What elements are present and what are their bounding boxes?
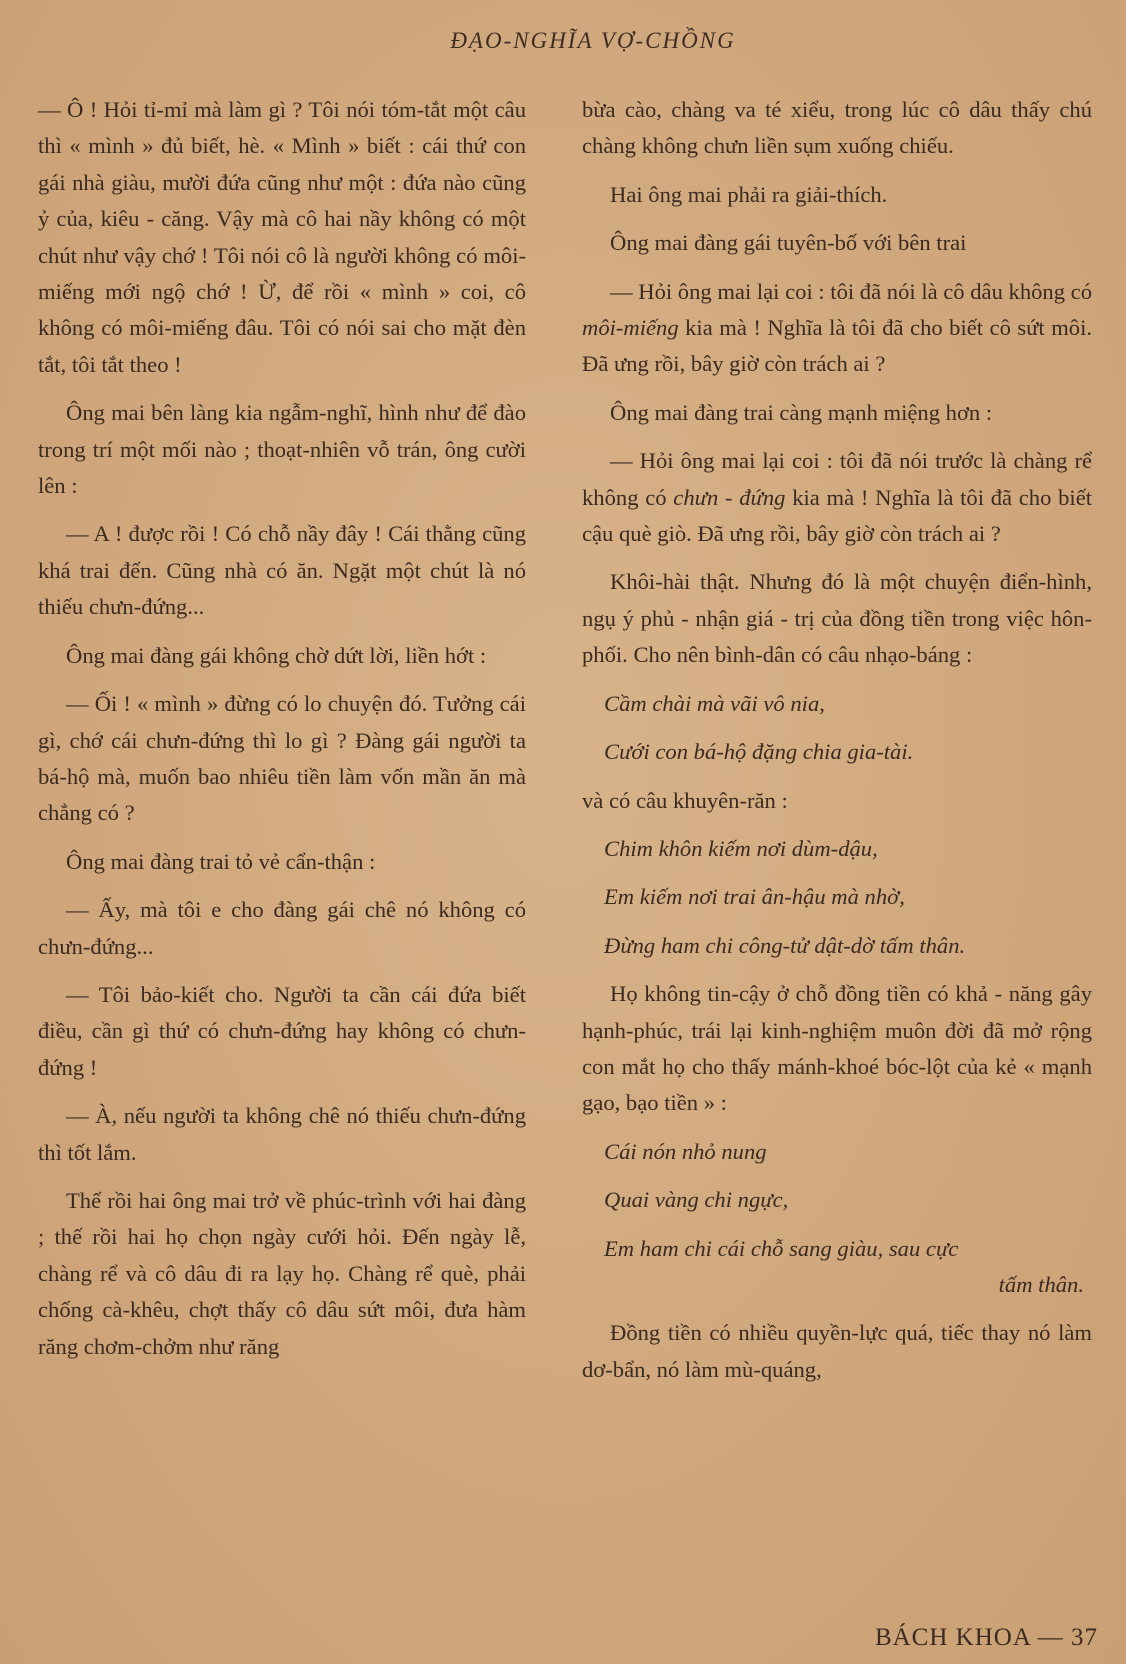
verse-line: Em ham chi cái chỗ sang giàu, sau cực <box>604 1235 959 1261</box>
verse-line: tấm thân. <box>998 1271 1084 1297</box>
text-run: kia mà ! Nghĩa là tôi đã cho biết cô sứt môi. Đã ưng rồi, bây giờ còn trách ai ? <box>582 315 1092 377</box>
paragraph: Khôi-hài thật. Nhưng đó là một chuyện điển-hình, ngụ ý phủ - nhận giá - trị của đồng tiền trong việc hôn-phối. Cho nên bình-dân có câu nhạo-báng : <box>582 569 1092 668</box>
paragraph: và có câu khuyên-răn : <box>582 787 788 813</box>
paragraph: — À, nếu người ta không chê nó thiếu chưn-đứng thì tốt lắm. <box>38 1103 526 1165</box>
paragraph: bừa cào, chàng va té xiểu, trong lúc cô dâu thấy chú chàng không chưn liền sụm xuống chiếu. <box>582 97 1092 159</box>
paragraph <box>582 274 1092 383</box>
verse-line: Quai vàng chi ngực, <box>604 1187 789 1213</box>
verse-line: Cái nón nhỏ nung <box>604 1138 767 1164</box>
text-run: — Hỏi ông mai lại coi : tôi đã nói trước là chàng rể không có <box>582 448 1092 510</box>
paragraph: Thế rồi hai ông mai trở về phúc-trình với hai đàng ; thế rồi hai họ chọn ngày cưới hỏi. Đến ngày lễ, chàng rể và cô dâu đi ra lạy họ. Chàng rể què, phải chống cà-khêu, chợt thấy cô dâu sứt môi, đưa hàm răng chơm-chởm như răng <box>38 1187 526 1359</box>
paragraph: — Tôi bảo-kiết cho. Người ta cần cái đứa biết điều, cần gì thứ có chưn-đứng hay không có chưn-đứng ! <box>38 981 526 1080</box>
right-column <box>582 92 1092 1400</box>
paragraph <box>582 443 1092 552</box>
page-footer: BÁCH KHOA — 37 <box>874 1624 1098 1651</box>
verse-line: Cầm chài mà vãi vô nia, <box>604 690 825 716</box>
paragraph: — Ối ! « mình » đừng có lo chuyện đó. Tưởng cái gì, chớ cái chưn-đứng thì lo gì ? Đàng gái người ta bá-hộ mà, muốn bao nhiêu tiền làm vốn mần ăn mà chẳng có ? <box>38 691 526 826</box>
emphasis: môi-miếng <box>582 315 679 341</box>
paragraph: — Ô ! Hỏi tỉ-mỉ mà làm gì ? Tôi nói tóm-tắt một câu thì « mình » đủ biết, hè. « Mình » biết : cái thứ con gái nhà giàu, mười đứa cũng như một : đứa nào cũng ỷ của, kiêu - căng. Vậy mà cô hai nầy không có một chút như vậy chớ ! Tôi nói cô là người không có môi-miếng mới ngộ chớ ! Ừ, để rồi « mình » coi, cô không có môi-miếng đâu. Tôi có nói sai cho mặt đèn tắt, tôi tắt theo ! <box>38 97 526 377</box>
running-header: ĐẠO-NGHĨA VỢ-CHỒNG <box>450 28 736 53</box>
paragraph: Hai ông mai phải ra giải-thích. <box>610 181 888 207</box>
left-column <box>38 92 526 1377</box>
paragraph: — Ấy, mà tôi e cho đàng gái chê nó không có chưn-đứng... <box>38 897 526 959</box>
paragraph: — A ! được rồi ! Có chỗ nầy đây ! Cái thằng cũng khá trai đến. Cũng nhà có ăn. Ngặt một chút là nó thiếu chưn-đứng... <box>38 521 526 620</box>
emphasis: chưn - đứng <box>673 484 786 510</box>
paragraph: Đồng tiền có nhiều quyền-lực quá, tiếc thay nó làm dơ-bẩn, nó làm mù-quáng, <box>582 1320 1092 1382</box>
paragraph: Ông mai đàng trai càng mạnh miệng hơn : <box>610 399 993 425</box>
paragraph: Ông mai đàng gái không chờ dứt lời, liền hớt : <box>66 642 487 668</box>
text-run: kia mà ! Nghĩa là tôi đã cho biết cậu què giò. Đã ưng rồi, bây giờ còn trách ai ? <box>582 484 1093 547</box>
verse-line: Cưới con bá-hộ đặng chia gia-tài. <box>604 739 914 765</box>
verse-line: Chim khôn kiếm nơi dùm-dậu, <box>604 835 878 861</box>
paragraph: Ông mai bên làng kia ngẫm-nghĩ, hình như để đào trong trí một mối nào ; thoạt-nhiên vỗ trán, ông cười lên : <box>38 400 526 499</box>
paragraph: Họ không tin-cậy ở chỗ đồng tiền có khả - năng gây hạnh-phúc, trái lại kinh-nghiệm muôn đời đã mở rộng con mắt họ cho thấy mánh-khoé bóc-lột của kẻ « mạnh gạo, bạo tiền » : <box>582 981 1092 1116</box>
verse-line: Em kiếm nơi trai ân-hậu mà nhờ, <box>604 884 905 910</box>
text-run: — Hỏi ông mai lại coi : tôi đã nói là cô dâu không có <box>610 278 1092 304</box>
paragraph: Ông mai đàng gái tuyên-bố với bên trai <box>610 230 967 256</box>
verse-line: Đừng ham chi công-tử dật-dờ tấm thân. <box>604 932 966 958</box>
paragraph: Ông mai đàng trai tỏ vẻ cẩn-thận : <box>66 848 376 874</box>
